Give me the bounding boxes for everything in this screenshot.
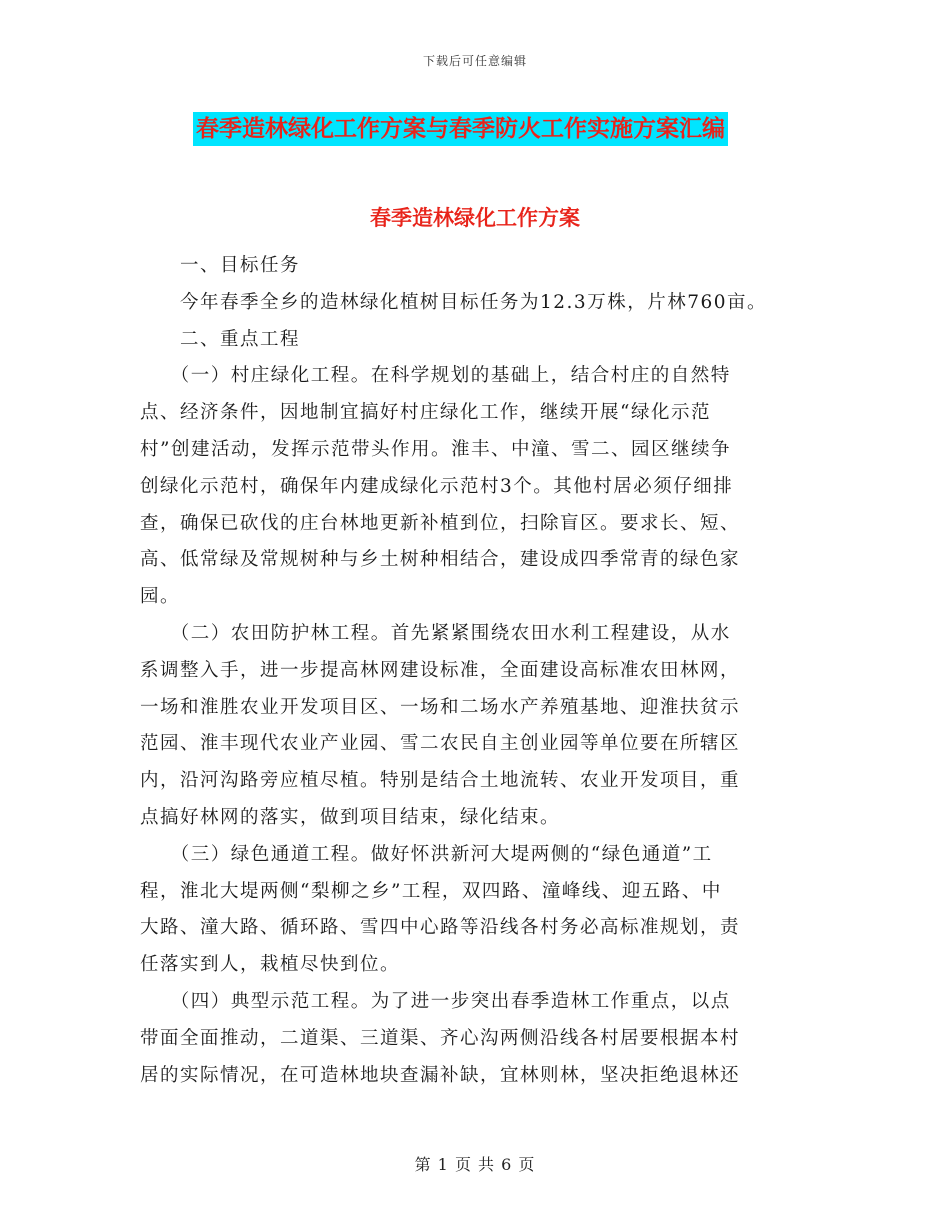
text-line: 一、目标任务 [140,255,301,276]
text-line: 园。 [140,586,181,608]
paragraph-key-projects-heading [140,322,800,359]
header-note: 下载后可任意编辑 [422,54,527,68]
text-line: 高、低常绿及常规树种与乡土树种相结合，建设成四季常青的绿色家 [140,549,741,571]
text-line: 内，沿河沟路旁应植尽植。特别是结合土地流转、农业开发项目，重 [140,770,741,792]
text-line: 任落实到人，栽植尽快到位。 [140,954,401,976]
text-line: 查，确保已砍伐的庄台林地更新补植到位，扫除盲区。要求长、短、 [140,512,741,534]
text-line: 一场和淮胜农业开发项目区、一场和二场水产养殖基地、迎淮扶贫示 [140,696,741,718]
text-line: 居的实际情况，在可造林地块查漏补缺，宜林则林，坚决拒绝退林还 [140,1064,741,1086]
text-line: 创绿化示范村，确保年内建成绿化示范村3个。其他村居必须仔细排 [140,475,734,497]
page-number: 第 1 页 共 6 页 [414,1155,536,1174]
text-line: （三）绿色通道工程。做好怀洪新河大堤两侧的“绿色通道”工 [140,843,713,865]
text-line: 带面全面推动，二道渠、三道渠、齐心沟两侧沿线各村居要根据本村 [140,1027,741,1049]
text-line: 今年春季全乡的造林绿化植树目标任务为12.3万株，片林760亩。 [140,291,768,313]
text-line: 大路、潼大路、循环路、雪四中心路等沿线各村务必高标准规划，责 [140,917,741,939]
text-line: （四）典型示范工程。为了进一步突出春季造林工作重点，以点 [140,990,731,1012]
paragraph-goal-text [140,285,800,322]
paragraph-goal-heading [140,248,800,285]
section-title: 春季造林绿化工作方案 [370,205,580,230]
text-line: 范园、淮丰现代农业产业园、雪二农民自主创业园等单位要在所辖区 [140,733,741,755]
paragraph-village-greening [140,358,800,616]
text-line: （二）农田防护林工程。首先紧紧围绕农田水利工程建设，从水 [140,622,731,644]
paragraph-demonstration [140,984,800,1094]
text-line: 系调整入手，进一步提高林网建设标准，全面建设高标准农田林网， [140,659,741,681]
paragraph-green-corridor [140,837,800,984]
text-line: 二、重点工程 [140,328,301,350]
document-main-title: 春季造林绿化工作方案与春季防火工作实施方案汇编 [193,112,728,146]
text-line: 程，淮北大堤两侧“梨柳之乡”工程，双四路、潼峰线、迎五路、中 [140,880,722,902]
text-line: 点搞好林网的落实，做到项目结束，绿化结束。 [140,806,561,828]
text-line: 村”创建活动，发挥示范带头作用。淮丰、中潼、雪二、园区继续争 [140,438,731,460]
text-line: （一）村庄绿化工程。在科学规划的基础上，结合村庄的自然特 [140,365,731,387]
document-body [140,248,800,1094]
paragraph-farmland-shelterbelt [140,616,800,837]
text-line: 点、经济条件，因地制宜搞好村庄绿化工作，继续开展“绿化示范 [140,402,711,424]
